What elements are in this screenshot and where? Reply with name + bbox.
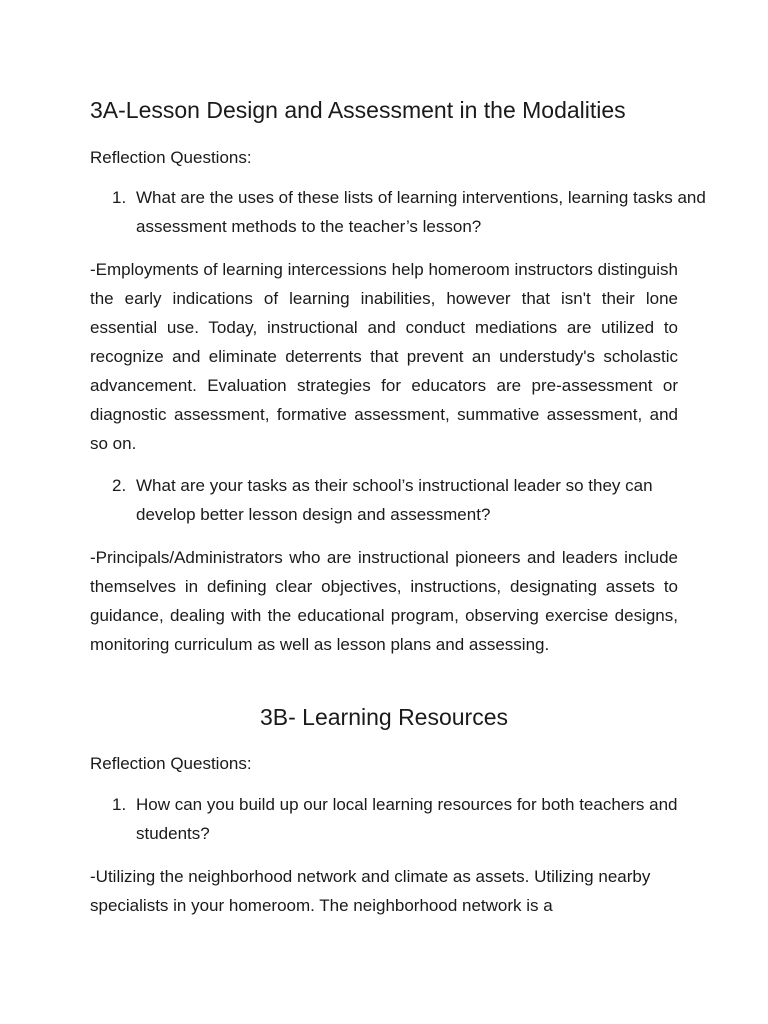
question-text: How can you build up our local learning resources for both teachers and students?: [136, 795, 678, 843]
section-3b-question-1: [112, 790, 712, 848]
section-3b-answer-1: -Utilizing the neighborhood network and climate as assets. Utilizing nearby specialists in your homeroom. The neighborhood network is a: [90, 867, 651, 915]
section-3a-title: 3A-Lesson Design and Assessment in the Modalities: [90, 97, 626, 123]
question-number: 1.: [112, 795, 127, 814]
question-number: 2.: [112, 476, 127, 495]
section-3a-question-2: [112, 471, 712, 529]
section-3a-label: Reflection Questions:: [90, 148, 252, 167]
section-3b-label: Reflection Questions:: [90, 754, 252, 773]
section-3a-answer-2: -Principals/Administrators who are instructional pioneers and leaders include themselves in defining clear objectives, instructions, designating assets to guidance, dealing with the educational program, observing exercise designs, monitoring curriculum as well as lesson plans and assessing.: [90, 548, 678, 654]
question-number: 1.: [112, 188, 127, 207]
section-3a-answer-1: -Employments of learning intercessions help homeroom instructors distinguish the early indications of learning inabilities, however that isn't their lone essential use. Today, instructional and conduct mediations are utilized to recognize and eliminate deterrents that prevent an understudy's scholastic advancement. Evaluation strategies for educators are pre-assessment or diagnostic assessment, formative assessment, summative assessment, and so on.: [90, 260, 678, 453]
question-text: What are your tasks as their school’s instructional leader so they can develop better lesson design and assessment?: [136, 476, 653, 524]
section-3b-title: 3B- Learning Resources: [259, 704, 509, 730]
section-3a-question-1: [112, 183, 712, 241]
question-text: What are the uses of these lists of learning interventions, learning tasks and assessment methods to the teacher’s lesson?: [136, 188, 706, 236]
